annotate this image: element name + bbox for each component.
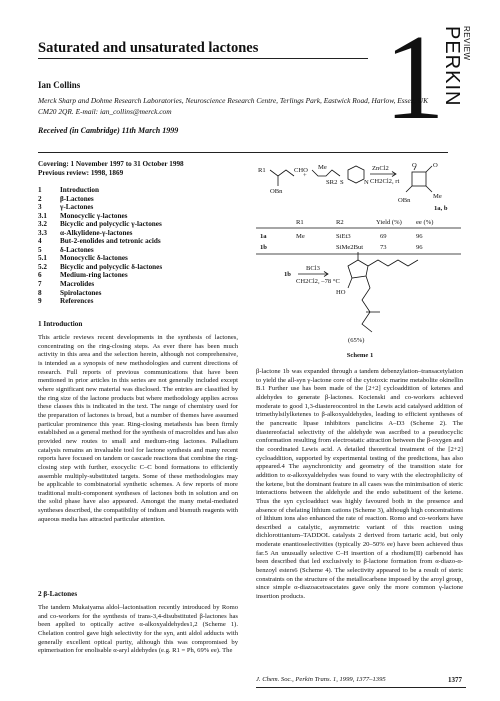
row-id: 1a [260,233,267,240]
header-ee: ee (%) [416,219,434,226]
article-title: Saturated and unsaturated lactones [38,40,259,56]
logo-tag: REVIEW [462,26,471,61]
toc-number: 9 [38,297,42,306]
logo-word: PERKIN [441,26,463,107]
compound-label-1ab: 1a, b [434,205,448,212]
beta-lactones-text: The tandem Mukaiyama aldol–lactonisation recently introduced by Romo and co-workers for the synthesis of trans-3,4-disubstituted β-lactones has been applied to optically active α-alkoxyaldehydes1,2 (Scheme 1). Chelation control gave high selectivity for the syn, anti aldol adducts with generally excellent optical purity, although this was compromised by epimerisation for enolisable α-aryl aldehydes (e.g. R1 = Ph, 69% ee). The [38,604,238,655]
toc-number: 7 [38,280,42,289]
toc-label: Medium-ring lactones [60,271,128,280]
toc-label: β-Lactones [60,194,94,203]
toc-entry [38,237,238,246]
scheme-1-figure [256,162,461,362]
toc-entry [38,220,238,229]
author-name: Ian Collins [38,80,81,90]
toc-entry [38,186,238,195]
row-ee: 96 [416,233,423,240]
toc-label: Macrolides [60,280,95,289]
toc-entry [38,263,238,272]
label-me: Me [318,164,327,171]
header-rule [38,152,448,153]
toc-entry [38,212,238,221]
row-r2: SiMe2But [336,244,364,251]
step2-compound: 1b [284,271,291,278]
row-yield: 69 [380,233,387,240]
toc-label: Monocyclic δ-lactones [60,254,128,263]
row-id: 1b [260,244,267,251]
row-r1: Me [296,233,305,240]
toc-number: 3.2 [38,220,47,229]
label-o-carbonyl: O [433,162,438,169]
table-row [260,244,423,251]
previous-review-line: Previous review: 1998, 1869 [38,169,124,177]
title-rule [38,58,368,59]
page-number: 1377 [448,676,462,684]
toc-number: 3.3 [38,228,47,237]
section-heading-introduction: 1 Introduction [38,320,83,328]
label-me-product: Me [433,193,442,200]
journal-citation: J. Chem. Soc., Perkin Trans. 1, 1999, 1377–1395 [256,676,386,683]
toc-label: Monocyclic γ-lactones [60,211,128,220]
toc-entry [38,229,238,238]
step2-conditions: CH2Cl2, –78 °C [296,278,340,285]
toc-label: Introduction [60,186,100,194]
row-ee: 96 [416,244,423,251]
coverage-block [38,160,184,178]
table-of-contents [38,186,238,306]
toc-entry [38,203,238,212]
toc-entry [38,289,238,298]
author-affiliation: Merck Sharp and Dohme Research Laboratories, Neuroscience Research Centre, Terlings Park, Eastwick Road, Harlow, Essex, UK CM20 2QR. E-mail: ian_collins@merck.com [38,96,429,116]
toc-number: 8 [38,288,42,297]
header-yield: Yield (%) [376,219,402,226]
toc-entry [38,195,238,204]
reagent-zncl2: ZnCl2 [372,165,389,172]
row-yield: 73 [380,244,387,251]
toc-number: 4 [38,237,42,246]
toc-label: δ-Lactones [60,245,94,254]
label-o: O [412,162,417,169]
label-n: N [364,179,369,186]
label-obn: OBn [270,188,283,195]
logo-digit: 1 [384,22,445,132]
toc-label: References [60,297,94,306]
toc-label: Bicyclic and polycyclic γ-lactones [60,220,162,229]
toc-label: α-Alkylidene-γ-lactones [60,228,133,237]
row-r2: SiEt3 [336,233,351,240]
toc-label: γ-Lactones [60,203,94,212]
footer-rule [256,687,466,688]
toc-entry [38,271,238,280]
table-row [260,233,423,240]
covering-line: Covering: 1 November 1997 to 31 October 1998 [38,160,184,168]
received-date: Received (in Cambridge) 11th March 1999 [38,126,179,135]
right-column-text: β-lactone 1b was expanded through a tandem debenzylation–transacetylation to yield the all-syn γ-lactone core of the cytotoxic marine metabolite okinellin B.1 Further use has been made of the [2+2] cycloaddition of ketenes and aldehydes to generate β-lactones. Kocienski and co-workers achieved moderate to good 1,3-diastereocontrol in the Lewis acid catalysed addition of trimethylsilylketenes to β-alkoxyaldehydes, leading to efficient syntheses of the pancreatic lipase inhibitors panclicins A–D3 (Scheme 2). The diastereofacial selectivity of the aldehyde was ascribed to a pseudocyclic conformation resulting from electrostatic attraction between the β-oxygen and the coordinated Lewis acid. A detailed theoretical treatment of the [2+2] cycloaddition, supported by experimental testing of the predictions, has also appeared.4 The asynchronicity and geometry of the transition state for addition to α-alkoxyaldehydes was found to vary with the electrophilicity of the ketene, but the dominant feature in all cases was the minimisation of steric interactions between the aldehyde and the endo substituent of the ketene. Thus the syn cycloadduct was highly favoured both in the presence and absence of chelating lithium cations (Scheme 3), although high concentrations of lithium ions also enhanced the rate of reaction. Romo and co-workers have described a catalytic, asymmetric variant of this reaction using dichlorotitanium–TADDOL catalysts 2 derived from tartaric acid, but only moderate enantioselectivities (typically 20–50% ee) have been achieved thus far.5 An unusually selective C–H insertion of a rhodium(II) carbenoid has been described that led exclusively to β-lactone formation from α-diazo-α-benzoyl esters6 (Scheme 4). The selectivity appeared to be a result of steric constraints on the structure of the metallocarbene imposed by the aroyl group, since simple α-diazoacetoacetates gave only the more common γ-lactone insertion products. [256,368,463,601]
header-r2: R2 [336,219,344,226]
toc-number: 5.1 [38,254,47,263]
toc-entry [38,254,238,263]
toc-number: 5.2 [38,262,47,271]
label-ho: HO [336,289,346,296]
toc-number: 6 [38,271,42,280]
label-cho: CHO [294,167,308,174]
label-r1: R1 [258,167,266,174]
toc-entry [38,280,238,289]
step2-yield: (65%) [348,337,365,344]
toc-number: 2 [38,194,42,203]
toc-entry [38,297,238,306]
reagent-conditions: CH2Cl2, rt [370,178,400,185]
label-sr2: SR2 [326,179,338,186]
toc-label: But-2-enolides and tetronic acids [60,237,161,246]
toc-number: 5 [38,245,42,254]
toc-number: 3.1 [38,211,47,220]
introduction-text: This article reviews recent developments in the synthesis of lactones, concentrating on the ring-closing steps. As ever there has been much activity in this area and the selection herein, although not comprehensive, is intended as a synopsis of new methodologies and current directions of research. Full reports of previous communications that have been mentioned in prior articles in this series are not generally included except where significant new material was disclosed. The entries are classified by the ring size of the lactone products but where methodology applies across these classes this is indicated in the text. The range of chemistry used for the preparation of lactones is broad, but a number of themes have assumed particular prominence this year. Ring-closing metathesis has been firmly established as a general method for the synthesis of macrolides and has also provided new routes to small and medium-ring lactones. Palladium catalysis remains an invaluable tool for lactone synthesis and many recent reports have focused on tandem or cascade reactions that combine the ring-closing step with further, exocyclic C–C bond formations to efficiently assemble multiply-substituted targets. Some of these methodologies may be applicable to combinatorial synthetic schemes. A few reports of more traditional multi-component syntheses of lactones both in solution and on the solid phase have also appeared. Amongst the many metal-mediated syntheses described, the compatibility of indium and bismuth reagents with aqueous media has attracted particular attention. [38,334,238,523]
toc-number: 3 [38,203,42,212]
label-plus: + [303,172,307,179]
toc-entry [38,246,238,255]
toc-label: Spirolactones [60,288,102,297]
label-obn-product: OBn [398,197,411,204]
toc-number: 1 [38,186,42,194]
toc-label: Bicyclic and polycyclic δ-lactones [60,262,163,271]
label-s: S [340,179,344,186]
section-heading-beta-lactones: 2 β-Lactones [38,590,78,598]
header-r1: R1 [296,219,304,226]
scheme-caption: Scheme 1 [346,352,374,359]
step2-reagent: BCl3 [306,265,320,272]
